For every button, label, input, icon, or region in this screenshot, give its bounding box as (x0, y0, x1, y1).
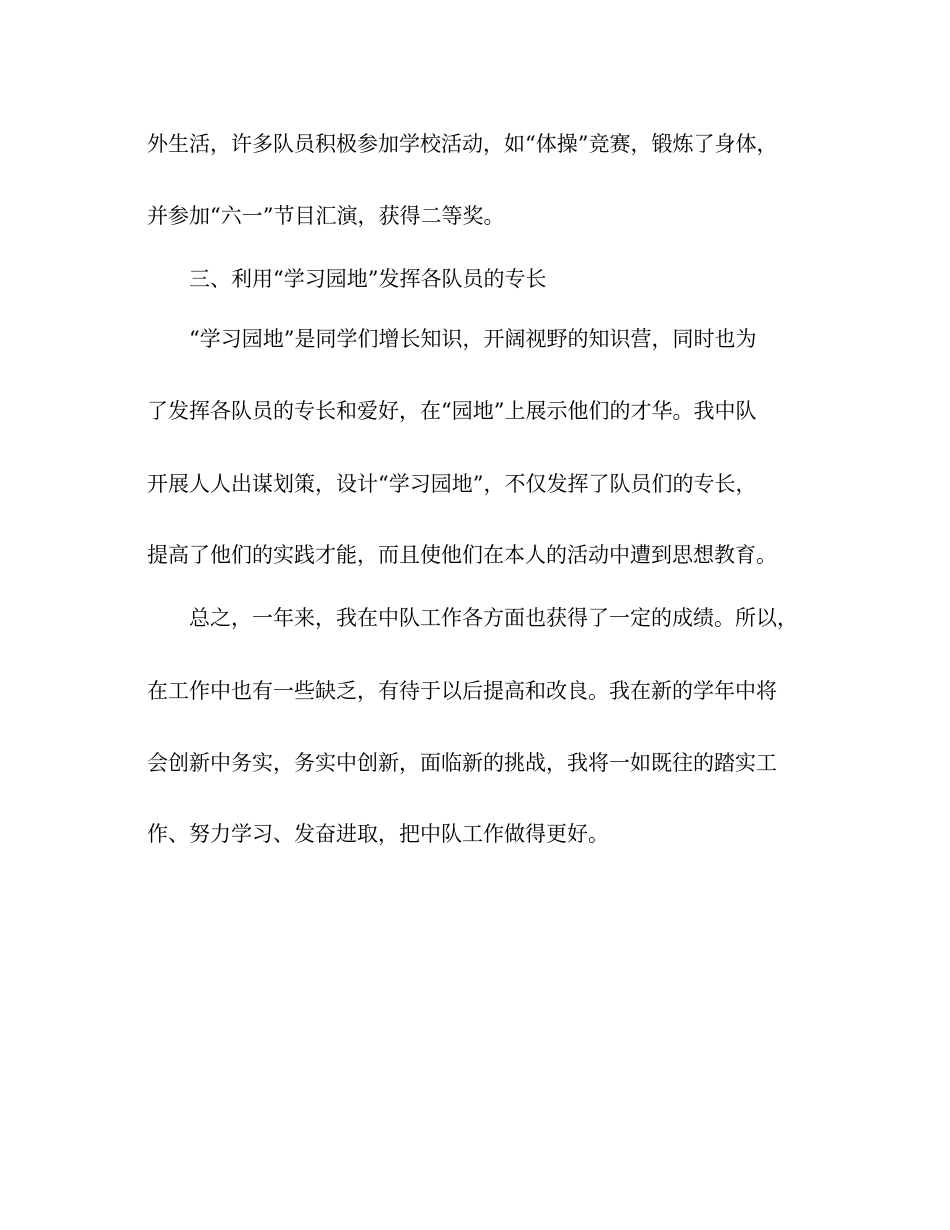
paragraph-line: 开展人人出谋划策，设计“学习园地”，不仅发挥了队员们的专长， (147, 472, 757, 496)
paragraph-line: 在工作中也有一些缺乏，有待于以后提高和改良。我在新的学年中将 (147, 679, 777, 703)
paragraph-line: 会创新中务实，务实中创新，面临新的挑战，我将一如既往的踏实工 (147, 751, 777, 775)
paragraph-line: 提高了他们的实践才能，而且使他们在本人的活动中遭到思想教育。 (147, 543, 777, 567)
paragraph-line: “学习园地”是同学们增长知识，开阔视野的知识营，同时也为 (189, 327, 757, 351)
paragraph-line: 了发挥各队员的专长和爱好，在“园地”上展示他们的才华。我中队 (147, 399, 757, 423)
paragraph-line: 外生活，许多队员积极参加学校活动，如“体操”竞赛，锻炼了身体， (147, 132, 778, 156)
paragraph-line: 作、努力学习、发奋进取，把中队工作做得更好。 (147, 822, 609, 846)
paragraph-line: 并参加“六一”节目汇演，获得二等奖。 (147, 204, 505, 228)
section-heading: 三、利用“学习园地”发挥各队员的专长 (189, 267, 547, 291)
paragraph-line: 总之，一年来，我在中队工作各方面也获得了一定的成绩。所以， (189, 606, 798, 630)
